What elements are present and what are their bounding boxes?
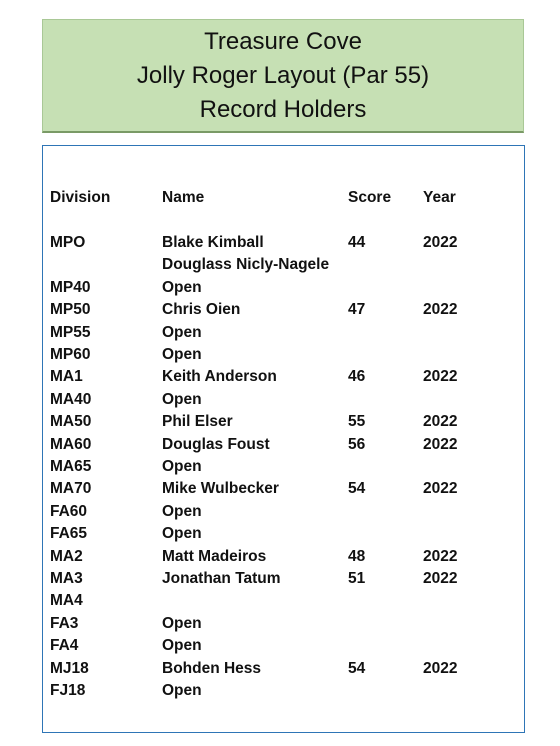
table-row xyxy=(43,277,524,299)
table-row xyxy=(43,501,524,523)
table-row xyxy=(43,613,524,635)
name-cell: Open xyxy=(162,346,202,363)
division-cell: FA60 xyxy=(50,502,88,520)
division-cell: MA50 xyxy=(50,413,92,431)
score-cell: 54 xyxy=(348,480,366,498)
table-row xyxy=(43,546,524,568)
score-cell: 56 xyxy=(348,435,366,453)
name-cell: Keith Anderson xyxy=(162,368,277,386)
year-cell: 2022 xyxy=(423,435,458,453)
table-row xyxy=(43,389,524,411)
year-cell: 2022 xyxy=(423,301,458,319)
column-header-name: Name xyxy=(162,189,205,206)
score-cell: 48 xyxy=(348,547,366,565)
column-header-year: Year xyxy=(423,189,456,206)
year-cell: 2022 xyxy=(423,547,458,565)
division-cell: MA70 xyxy=(50,480,92,498)
column-header-score: Score xyxy=(348,189,392,206)
division-cell: MA60 xyxy=(50,435,92,453)
name-cell: Open xyxy=(162,614,202,632)
division-cell: MA40 xyxy=(50,390,92,408)
name-cell: Douglas Foust xyxy=(162,435,270,453)
table-row xyxy=(43,232,524,254)
score-cell: 55 xyxy=(348,413,366,431)
division-cell: MA2 xyxy=(50,547,83,565)
title-banner xyxy=(42,19,524,133)
name-cell: Douglass Nicly-Nagele xyxy=(162,256,330,274)
table-row xyxy=(43,434,524,456)
table-row xyxy=(43,635,524,657)
score-cell: 46 xyxy=(348,368,366,386)
division-cell: MP60 xyxy=(50,346,91,363)
table-row xyxy=(43,456,524,478)
table-row xyxy=(43,478,524,500)
name-cell: Open xyxy=(162,637,202,655)
year-cell: 2022 xyxy=(423,480,458,498)
year-cell: 2022 xyxy=(423,659,458,677)
division-cell: MP55 xyxy=(50,323,91,341)
year-cell: 2022 xyxy=(423,413,458,431)
score-cell: 51 xyxy=(348,570,366,587)
division-cell: MP50 xyxy=(50,301,91,319)
name-cell: Blake Kimball xyxy=(162,234,264,251)
table-row xyxy=(43,254,524,276)
name-cell: Phil Elser xyxy=(162,413,233,431)
name-cell: Bohden Hess xyxy=(162,659,262,677)
score-cell: 44 xyxy=(348,234,366,251)
division-cell: MP40 xyxy=(50,278,91,296)
name-cell: Open xyxy=(162,278,202,296)
name-cell: Open xyxy=(162,682,202,699)
division-cell: MA3 xyxy=(50,570,83,587)
year-cell: 2022 xyxy=(423,570,458,587)
division-cell: MPO xyxy=(50,234,86,251)
table-header-row xyxy=(43,187,524,209)
score-cell: 47 xyxy=(348,301,366,319)
title-line-records: Record Holders xyxy=(199,95,367,123)
division-cell: FA4 xyxy=(50,637,79,655)
name-cell: Open xyxy=(162,502,202,520)
table-row xyxy=(43,658,524,680)
division-cell: MA1 xyxy=(50,368,83,386)
division-cell: FA3 xyxy=(50,614,79,632)
year-cell: 2022 xyxy=(423,234,458,251)
title-line-course: Treasure Cove xyxy=(204,27,362,55)
table-row xyxy=(43,299,524,321)
name-cell: Mike Wulbecker xyxy=(162,480,279,498)
division-cell: MJ18 xyxy=(50,659,89,677)
division-cell: FJ18 xyxy=(50,682,86,699)
table-row xyxy=(43,344,524,366)
name-cell: Jonathan Tatum xyxy=(162,570,281,587)
name-cell: Open xyxy=(162,323,202,341)
division-cell: MA65 xyxy=(50,458,92,475)
name-cell: Open xyxy=(162,390,202,408)
name-cell: Open xyxy=(162,525,202,543)
score-cell: 54 xyxy=(348,659,366,677)
name-cell: Matt Madeiros xyxy=(162,547,267,565)
table-row xyxy=(43,411,524,433)
table-row xyxy=(43,590,524,612)
table-row xyxy=(43,523,524,545)
title-line-layout: Jolly Roger Layout (Par 55) xyxy=(136,61,430,89)
division-cell: MA4 xyxy=(50,592,83,610)
table-row xyxy=(43,366,524,388)
table-row xyxy=(43,680,524,702)
table-row xyxy=(43,568,524,590)
division-cell: FA65 xyxy=(50,525,88,543)
name-cell: Open xyxy=(162,458,202,475)
table-row xyxy=(43,322,524,344)
column-header-division: Division xyxy=(50,189,111,206)
name-cell: Chris Oien xyxy=(162,301,241,319)
year-cell: 2022 xyxy=(423,368,458,386)
record-table xyxy=(42,145,525,733)
